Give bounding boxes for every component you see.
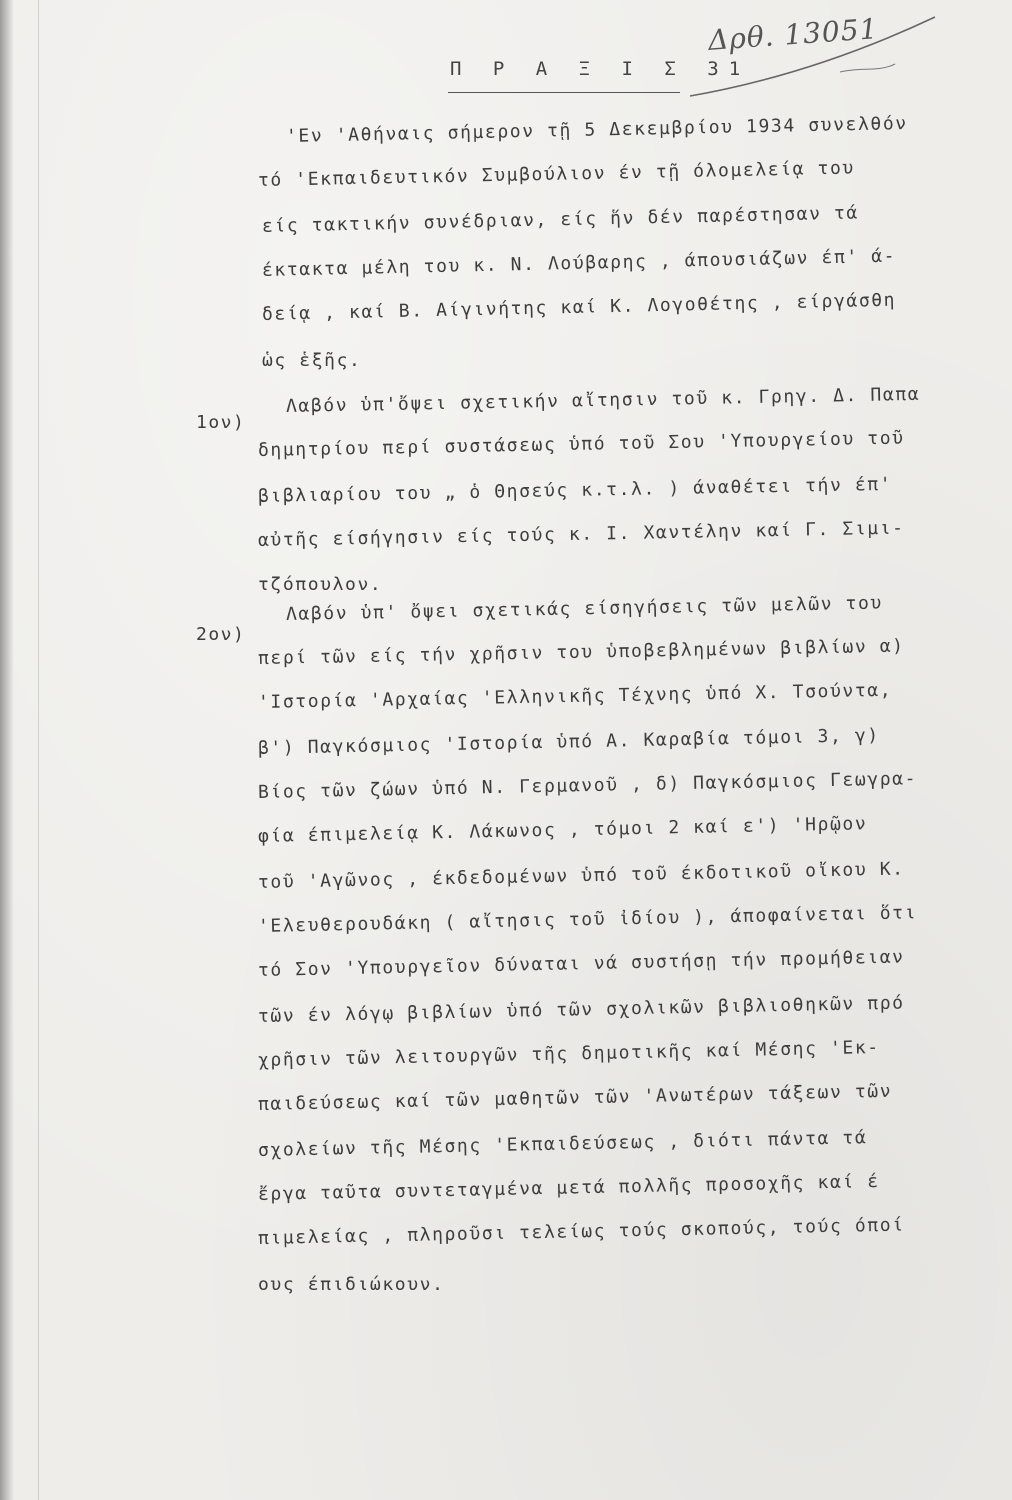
document-title: Π Ρ Α Ξ Ι Σ 31 (450, 58, 751, 80)
item-line: παιδεύσεως καί τῶν μαθητῶν τῶν 'Ανωτέρων τάξεων τῶν (257, 1080, 893, 1115)
item-line: ους έπιδιώκουν. (258, 1274, 445, 1295)
item-line: βιβλιαρίου του „ ὁ Θησεύς κ.τ.λ. ) άναθέτει τήν έπ' (257, 473, 893, 507)
intro-line: είς τακτικήν συνέδριαν, είς ἥν δέν παρέστησαν τά (261, 202, 860, 237)
item-line: δημητρίου περί συστάσεως ὑπό τοῦ Σου 'Υπουργείου τοῦ (257, 427, 905, 461)
item-line: τῶν έν λόγῳ βιβλίων ὑπό τῶν σχολικῶν βιβλιοθηκῶν πρό (257, 992, 905, 1027)
item-line: Λαβόν ὑπ'ὄψει σχετικήν αἴτησιν τοῦ κ. Γρηγ. Δ. Παπα (285, 383, 921, 417)
scan-edge-shadow (0, 0, 14, 1500)
item-marker: 2ον) (196, 624, 246, 645)
intro-line: έκτακτα μέλη του κ. Ν. Λούβαρης , άπουσιάζων έπ' ά- (261, 245, 897, 281)
margin-line (38, 0, 39, 1500)
item-marker: 1ον) (196, 412, 246, 433)
item-line: χρῆσιν τῶν λειτουργῶν τῆς δημοτικῆς καί Μέσης 'Εκ- (257, 1036, 880, 1071)
item-line: φία έπιμελείᾳ Κ. Λάκωνος , τόμοι 2 καί ε') 'Ηρῷον (257, 813, 868, 847)
title-underline (448, 92, 680, 93)
intro-line: δείᾳ , καί Β. Αίγινήτης καί Κ. Λογοθέτης , είργάσθη (261, 289, 897, 325)
item-line: β') Παγκόσμιος 'Ιστορία ὑπό Α. Καραβία τόμοι 3, γ) (257, 724, 880, 759)
item-line: πιμελείας , πληροῦσι τελείως τούς σκοπούς, τούς όποί (257, 1214, 905, 1249)
item-line: τζόπουλον. (258, 574, 383, 595)
item-line: 'Ελευθερουδάκη ( αἴτησις τοῦ ἰδίου ), άποφαίνεται ὅτι (257, 902, 918, 937)
item-line: τοῦ 'Αγῶνος , έκδεδομένων ὑπό τοῦ έκδοτικοῦ οἴκου Κ. (257, 858, 905, 893)
intro-line: τό 'Εκπαιδευτικόν Συμβούλιον έν τῇ όλομελείᾳ του (257, 157, 856, 191)
item-line: αὐτῆς είσήγησιν είς τούς κ. Ι. Χαντέλην καί Γ. Σιμι- (257, 517, 905, 551)
item-line: περί τῶν είς τήν χρῆσιν του ὑποβεβλημένων βιβλίων α) (257, 635, 905, 669)
item-line: ἔργα ταῦτα συντεταγμένα μετά πολλῆς προσοχῆς καί έ (257, 1170, 880, 1205)
item-line: 'Ιστορία 'Αρχαίας 'Ελληνικῆς Τέχνης ὑπό Χ. Τσούντα, (257, 679, 893, 713)
item-line: τό Σον 'Υπουργεῖον δύναται νά συστήσῃ τήν προμήθειαν (257, 946, 905, 981)
intro-line: ὡς ἑξῆς. (262, 350, 362, 371)
item-line: σχολείων τῆς Μέσης 'Εκπαιδεύσεως , διότι πάντα τά (257, 1127, 868, 1161)
item-line: Λαβόν ὑπ' ὄψει σχετικάς είσηγήσεις τῶν μελῶν του (285, 592, 884, 625)
intro-line: 'Εν 'Αθήναις σήμερον τῇ 5 Δεκεμβρίου 1934 συνελθόν (285, 112, 908, 147)
item-line: Βίος τῶν ζώων ὑπό Ν. Γερμανοῦ , δ) Παγκόσμιος Γεωγρα- (257, 768, 918, 803)
handwritten-reference-note: Δρθ. 13051 (707, 12, 880, 57)
